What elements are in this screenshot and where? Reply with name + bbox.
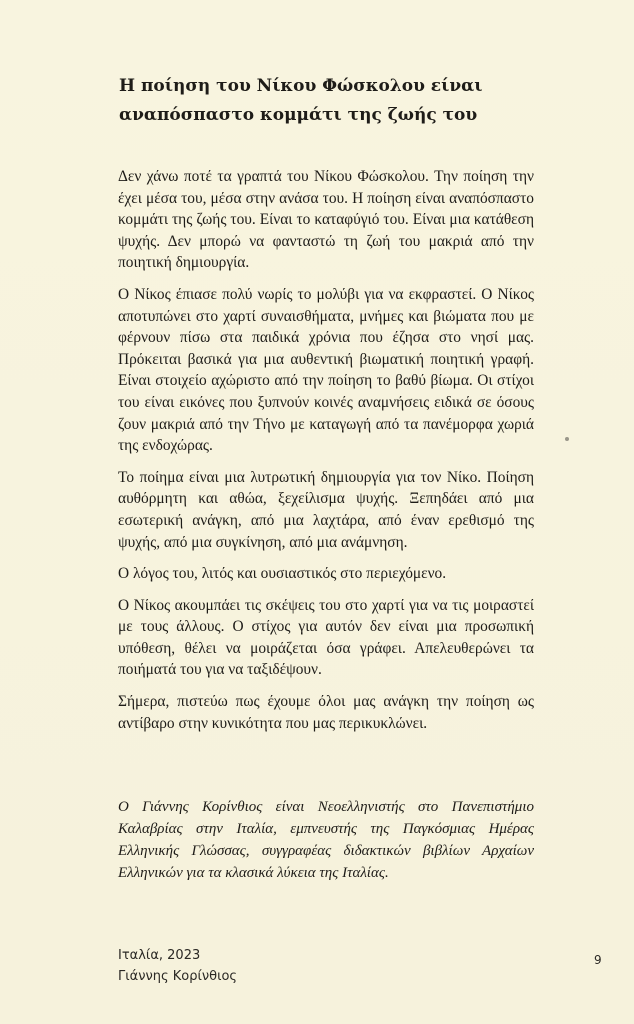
page-number: 9 [594, 953, 602, 967]
article-title [119, 72, 539, 130]
paragraph: Το ποίημα είναι μια λυτρωτική δημιουργία για τον Νίκο. Ποίηση αυθόρμητη και αθώα, ξεχείλισμα ψυχής. Ξεπηδάει από μια εσωτερική ανάγκη, από μια λαχτάρα, από έναν ερεθισμό της ψυχής, από μια συγκίνηση, από μια ανάμνηση. [118, 468, 534, 551]
article-body [118, 166, 534, 744]
author-name: Γιάννης Κορίνθιος [118, 969, 238, 984]
paper-speck [565, 437, 569, 441]
paragraph: Ο λόγος του, λιτός και ουσιαστικός στο περιεχόμενο. [118, 565, 447, 583]
paragraph: Ο Νίκος έπιασε πολύ νωρίς το μολύβι για να εκφραστεί. Ο Νίκος αποτυπώνει στο χαρτί συναισθήματα, μνήμες και βιώματα που με φέρνουν πίσω στα παιδικά χρόνια που έζησα στο νησί μας. Πρόκειται βασικά για μια αυθεντική βιωματική ποιητική γραφή. Είναι στοιχείο αχώριστο από την ποίηση το βαθύ βίωμα. Οι στίχοι του είναι εικόνες που ξυπνούν κοινές αναμνήσεις ειδικά σε όσους ζουν μακριά από την Τήνο με καταγωγή από τα πανέμορφα χωριά της ενδοχώρας. [118, 285, 534, 455]
paragraph: Ο Νίκος ακουμπάει τις σκέψεις του στο χαρτί για να τις μοιραστεί με τους άλλους. Ο στίχος για αυτόν δεν είναι μια προσωπική υπόθεση, θέλει να μοιράζεται όσα γράφει. Απελευθερώνει τα ποιήματά του για να ταξιδέψουν. [118, 596, 534, 679]
title-line-2: αναπόσπαστο κομμάτι της ζωής του [119, 105, 478, 125]
paragraph: Δεν χάνω ποτέ τα γραπτά του Νίκου Φώσκολου. Την ποίηση την έχει μέσα του, μέσα στην ανάσα του. Η ποίηση είναι αναπόσπαστο κομμάτι της ζωής του. Είναι το καταφύγιό του. Είναι μια κατάθεση ψυχής. Δεν μπορώ να φανταστώ τη ζωή του μακριά από την ποιητική δημιουργία. [118, 168, 534, 272]
title-line-1: Η ποίηση του Νίκου Φώσκολου είναι [119, 76, 483, 96]
place-year: Ιταλία, 2023 [118, 948, 201, 963]
footer-signature [118, 945, 237, 987]
paragraph: Σήμερα, πιστεύω πως έχουμε όλοι μας ανάγκη την ποίηση ως αντίβαρο στην κυνικότητα που μας περικυκλώνει. [118, 693, 534, 732]
author-bio: Ο Γιάννης Κορίνθιος είναι Νεοελληνιστής στο Πανεπιστήμιο Καλαβρίας στην Ιταλία, εμπνευστής της Παγκόσμιας Ημέρας Ελληνικής Γλώσσας, συγγραφέας διδακτικών βιβλίων Αρχαίων Ελληνικών για τα κλασικά λύκεια της Ιταλίας. [118, 799, 534, 881]
